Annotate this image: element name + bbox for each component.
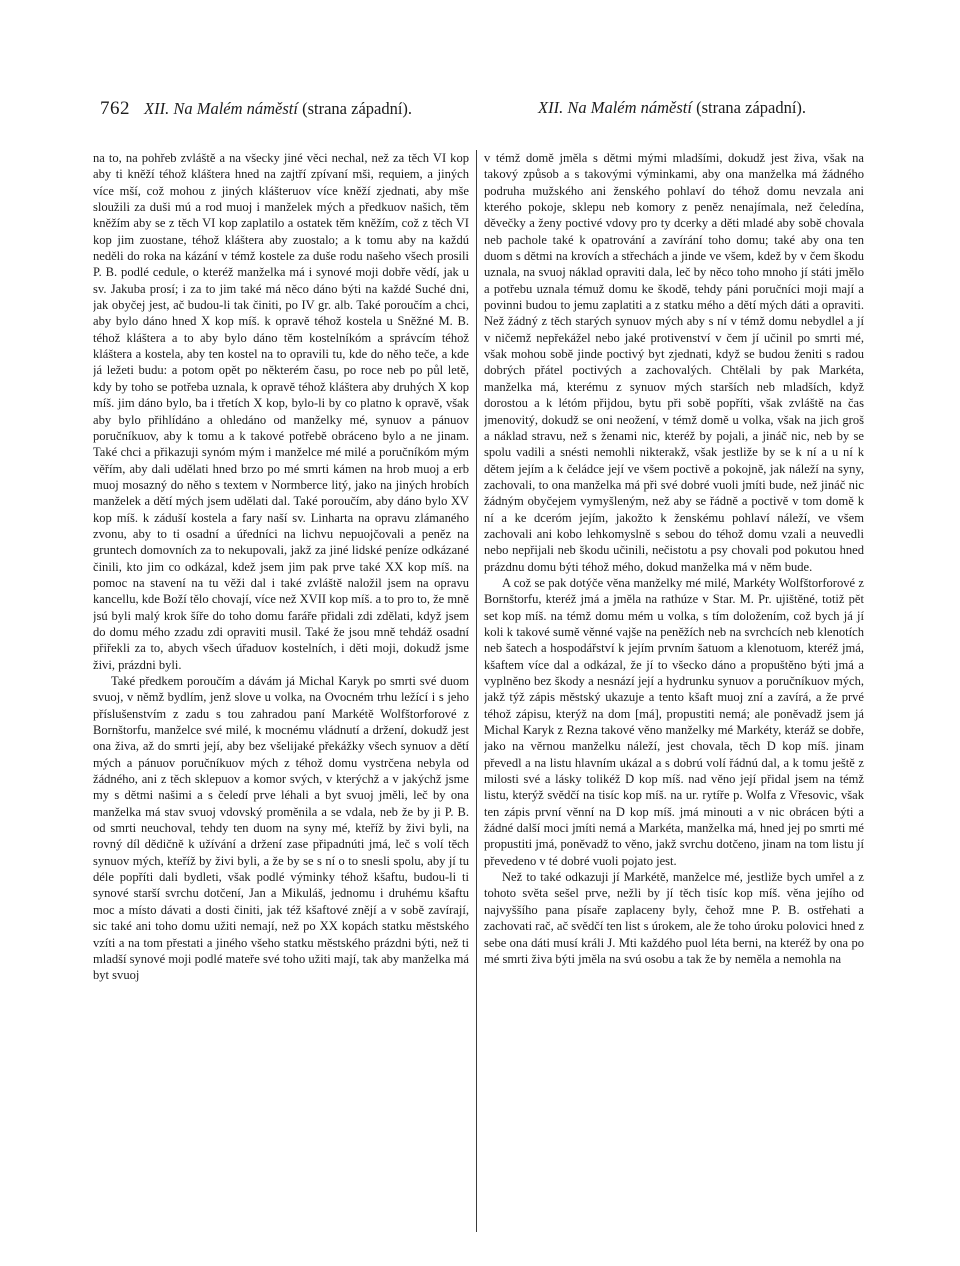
column-divider bbox=[476, 150, 477, 1232]
right-column bbox=[484, 150, 864, 1230]
left-column bbox=[93, 150, 469, 1230]
paragraph: A což se pak dotýče věna manželky mé milé, Markéty Wolfštorforové z Bornštorfu, kteréž jmá a jměla na rathúze v Star. M. Pr. ujištěné, totiž pět set kop míš. na témž domu mém u volka, s tím doložením, což bych já jí koli k takové sumě věnné vajše na peněžích neb na svrchcích neb klenotích neb šatech a hospodářství k jejím prvním šatuom a klenotuom, kteréž jmá, kšaftem více dal a odkázal, že jí to všecko dáno a propuštěno býti jmá a vyplněno bez škody a nesnází její a hydrunku synuov a poručníkuov mých, jakž týž zápis městský ukazuje a tento kšaft muoj zní a zavírá, a že prvé téhož zápisu, kterýž na dom [má], propustiti nemá; ale poněvadž jsem já Michal Karyk z Rezna takové věno manželky mé Markéty, kteráž se dobře, jako na věrnou manželku náleží, jest chovala, těch D kop míš. jinam převedl a na listu hlavním ukázal a s dobrú volí řádnú dal, a k tomu ještě z milosti své a lásky tolikéž D kop míš. nad věno její přidal jsem na témž listu, kterýž svědčí na tisíc kop míš. na ur. rytíře p. Wolfa z Vřesovic, však ten zápis první věnní na D kop míš. jmá minouti a v nic obrácen býti a žádné další moci jmíti nemá a Markéta, manželka má, hned jej po smrti mé propustiti jmá, poněvadž to věno, jakž svrchu dotčeno, jinam na tom listu jí převedeno v té dobré vuoli pojato jest. bbox=[484, 575, 864, 868]
paragraph: na to, na pohřeb zvláště a na všecky jiné věci nechal, než za těch VI kop aby ti kněží téhož kláštera hned na zajtří zpívaní mši, requiem, a jiných více mší, což mohou z jiných klášteruov více kněží zjednati, aby mše sloužili za duši mú a rod muoj i manželek mých a předkuov našich, těm kněžím aby se z těch VI kop zaplatilo a ostatek těm kněžím, což z těch VI kop jim zuostane, téhož kláštera aby zuostalo; a k tomu aby na každú neděli do roka na kázání v témž kostele za duše rodu našeho všech prosili P. B. podlé cedule, o kteréž manželka má i synové moji dobře vědí, jak u sv. Jakuba prosí; i za to jim také má něco dáno býti na každé Suché dni, jak obyčej jest, ač budou-li tak činiti, po IV gr. alb. Také poroučím a chci, aby bylo dáno hned X kop míš. k opravě téhož kostela u Sněžné M. B. téhož kláštera a to aby bylo dáno těm kostelníkóm a správcím téhož kláštera a kostela, aby ten kostel na to opravili tu, kde do něho teče, a kde já ležeti budu: a potom opět po některém času, po roce neb po půl letě, kdy by toho se potřeba uznala, k opravě téhož kláštera aby druhých X kop míš. jim dáno bylo, ba i třetích X kop, bylo-li by co platno k opravě, však aby bylo přihlídáno a ohledáno od manželky mé, synuov a pánuov poručníkuov, aby k tomu a k takové potřebě obráceno bylo a ne jinam. Také chci a přikazuji synóm mým i manželce mé milé a poručníkóm mým věřím, aby dali udělati hned brzo po mé smrti kámen na hrob muoj a erb muoj mosazný do něho s textem v Normberce litý, jako na jiných hrobích manželek a dětí mých jsem udělati dal. Také poroučím, aby dáno bylo XV kop míš. k záduší kostela a fary naší sv. Linharta na opravu zlámaného zvonu, aby to ti osadní a úředníci na lichvu nepuojčovali a peněz na gruntech domovních za to nekupovali, jakž za jiné lidské peníze odkázané činili, kto jim co odkázal, kdež jsem jim pak prve také XX kop míš. na pomoc na stavení na tu věži dal i také zvláště naložil jsem na opravu kancellu, kde Boží tělo chovají, více než XVII kop míš. a to pro to, že mně jsú byli malý krok šíře do toho domu faráře přidali zdi zdělati, když jsem do domu mého zzadu zdi opraviti musil. Také že jsou mně tehdáž osadní přiřekli za to, abych všech úřaduov kostelních, i děti moji, dokudž jsme živi, prázdni byli. bbox=[93, 151, 469, 672]
page-header-right bbox=[538, 98, 806, 118]
page-number: 762 bbox=[100, 98, 130, 119]
header-right-title: XII. Na Malém náměstí bbox=[538, 98, 692, 117]
page-header-left bbox=[100, 98, 412, 120]
header-left-title: XII. Na Malém náměstí bbox=[144, 99, 298, 118]
paragraph: v témž domě jměla s dětmi mými mladšími, dokudž jest živa, však na takový způsob a s takovými výminkami, aby ona manželka má žádného podruha mužského ani ženského pohlaví do téhož domu nevzala ani kterého pokoje, sklepu neb komory z peněz nenajímala, než čeledína, děvečky a ženy poctivé vdovy pro ty dcerky a děti mladé aby sobě chovala neb pachole také k opatrování a zavírání toho domu; také aby ona ten duom s dětmi na krovích a střechách a jinde ve všem, kdež by v čem škodu uznala, na svuoj náklad opraviti dala, leč by něco toho mnoho jí státi jmělo a potřebu uznala témuž domu ke škodě, tehdy páni poručníci moji mají a povinni budou to jemu zaplatiti a z statku mého a dětí mých dáti a opraviti. Než žádný z těch starých synuov mých aby s ní v témž domu nebydlel a jí v ničemž nepřekážel nebo jaké protivenství v čem jí učinil po smrti mé, však mohou sobě jinde poctivý byt zjednati, když se budou ženiti s radou dobrých přátel poctivých a zachovalých. Chtělali by pak Markéta, manželka má, kterému z synuov mých starších neb mladších, když dorostou a k létóm přijdou, bytu při sobě popříti, však zvláště na čas jmenovitý, dokudž se oni neožení, v témž domě u volka, však na jich groš a náklad stravu, než s ženami nic, kteréž by pojali, a jináč nic, neb by se spolu vadili a snésti nemohli nikterakž, však jestliže by se k ní a u ní k dětem jejím a k čeládce její ve všem poctivě a pokojně, jak náleží na syny, zachovali, to ona manželka má při své dobré vuoli jmíti bude, než jináč nic žádným obyčejem vymyšleným, než aby se řádně a poctivě v tom domě k ní a ke dceróm jejím, jakožto k ženskému pohlaví náleží, ve všem zachovali ani kobo lehkomyslně s sebou do téhož domu vzali a neuvedli nebo nepřijali neb škodu učinili, nečistotu a psy chovali pod pokutou hned prázdnu domu býti téhož mého, dokud manželka má v něm bude. bbox=[484, 151, 864, 574]
paragraph: Také předkem poroučím a dávám já Michal Karyk po smrti své duom svuoj, v němž bydlím, jenž slove u volka, na Ovocném trhu ležící i s jeho příslušenstvím z zadu s tou zahradou paní Markétě Wolfštorforové z Bornštorfu, manželce své milé, k mocnému vládnutí a držení, dokudž jest ona živa, až do smrti její, aby bez všelijaké překážky všech synuov a dětí mých a pánuov poručníkuov mých z téhož domu vystrčena nebyla od žádného, ani z těch sklepuov a komor svých, v kterýchž a v jakýchž jsme my s dětmi našimi a s čeledí prve léhali a byt svuoj jměli, leč by ona manželka má stav svuoj vdovský proměnila a se vdala, neb že by ji P. B. od smrti neuchoval, tehdy ten duom na syny mé, kteříž by živi byli, na rovný díl dědičně k užívání a držení zase připadnúti jmá, leč s volí těch synuov mých, kteříž by živi byli, a že by se s ní o to snesli spolu, aby jí tu déle popříti dali bydleti, však podlé výminky téhož kšaftu, budou-li ti synové starší svrchu dotčení, Jan a Mikuláš, jednomu i druhému kšaftu moc a místo dávati a dosti činiti, jak též kšaftové znějí a v sobě zavírají, sic také ani toho domu užiti nemají, než po XX kopách statku městského vzíti a na tom přestati a jiného všeho statku městského prázdni býti, než ti mladší synové moji podlé mateře své toho užiti mají, tak aby manželka má byt svuoj bbox=[93, 674, 469, 983]
header-right-side: (strana západní). bbox=[696, 98, 807, 117]
paragraph: Než to také odkazuji jí Markétě, manželce mé, jestliže bych umřel a z tohoto světa sešel prve, nežli by jí těch tisíc kop míš. věna jejího od najvyššího pana písaře zaplaceny byly, čehož mne P. B. ostřehati a zachovati rač, ač svědčí ten list s úrokem, ale že toho úroku polovici hned z sebe ona dáti musí králi J. Mti každého puol léta berni, na kteréž by ona po mé smrti živa býti jměla na svú osobu a tak že by neměla a nemohla na bbox=[484, 870, 864, 966]
header-left-side: (strana západní). bbox=[302, 99, 413, 118]
